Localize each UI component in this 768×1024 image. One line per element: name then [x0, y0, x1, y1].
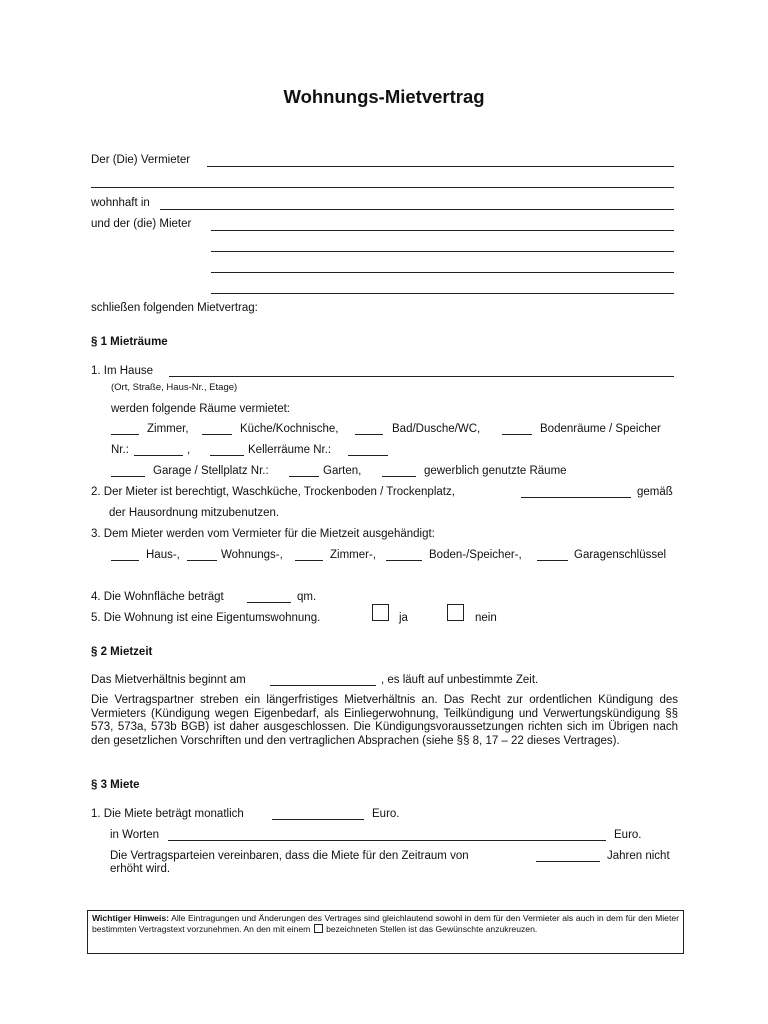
keller-count-field[interactable]: [210, 455, 244, 456]
boden-count-field[interactable]: [502, 434, 532, 435]
garten-label: Garten,: [323, 465, 362, 477]
agreement-text-a: Die Vertragsparteien vereinbaren, dass die Miete für den Zeitraum von: [110, 850, 469, 862]
words-currency: Euro.: [614, 829, 642, 841]
key-boden: Boden-/Speicher-,: [429, 549, 522, 561]
words-label: in Worten: [110, 829, 160, 841]
key-wohnung: Wohnungs-,: [221, 549, 283, 561]
landlord-label: Der (Die) Vermieter: [91, 154, 191, 166]
residence-field[interactable]: [160, 209, 674, 210]
room-kueche: Küche/Kochnische,: [240, 423, 339, 435]
keller-label: Kellerräume Nr.:: [248, 444, 332, 456]
boden-nr-label: Nr.:: [111, 444, 129, 456]
item4-text: 4. Die Wohnfläche beträgt: [91, 591, 224, 603]
note-text-a: Alle Eintragungen und Änderungen des Vertrages sind gleichlautend sowohl in dem für den Vermieter als auch in dem für den Mieter bestimmten Vertragstext vorzunehmen. An den mit einem: [92, 913, 679, 934]
tenant-field-line2[interactable]: [211, 251, 674, 252]
item2-continuation: der Hausordnung mitzubenutzen.: [109, 507, 280, 519]
item5-text: 5. Die Wohnung ist eine Eigentumswohnung.: [91, 612, 321, 624]
keller-nr-field[interactable]: [348, 455, 388, 456]
rooms-intro: werden folgende Räume vermietet:: [111, 403, 290, 415]
note-title: Wichtiger Hinweis:: [92, 913, 169, 923]
document-title: Wohnungs-Mietvertrag: [283, 86, 485, 107]
rent-label: 1. Die Miete beträgt monatlich: [91, 808, 244, 820]
section-2-heading: § 2 Mietzeit: [91, 646, 153, 658]
residence-label: wohnhaft in: [91, 197, 150, 209]
shared-rooms-field[interactable]: [521, 497, 631, 498]
key-boden-field[interactable]: [386, 560, 422, 561]
area-field[interactable]: [247, 602, 291, 603]
checkbox-icon: [314, 924, 323, 933]
boden-nr-field[interactable]: [134, 455, 183, 456]
yes-checkbox[interactable]: [372, 604, 389, 621]
house-field[interactable]: [169, 376, 674, 377]
zimmer-count-field[interactable]: [111, 434, 139, 435]
tenant-field[interactable]: [211, 230, 674, 231]
key-haus-field[interactable]: [111, 560, 139, 561]
termination-paragraph: Die Vertragspartner streben ein längerfristiges Mietverhältnis an. Das Recht zur ordentlichen Kündigung des Vermieters (Kündigung wegen Eigenbedarf, als Einliegerwohnung, Teilkündigung und Verwertungskündigung §§ 573, 573a, 573b BGB) ist daher ausgeschlossen. Die Kündigungsvoraussetzungen richten sich im Übrigen nach den gesetzlichen Vorschriften und den vertraglichen Absprachen (siehe §§ 8, 17 – 22 dieses Vertrages).: [91, 694, 678, 747]
no-label: nein: [475, 612, 497, 624]
key-garage: Garagenschlüssel: [574, 549, 667, 561]
house-hint: (Ort, Straße, Haus-Nr., Etage): [111, 382, 238, 393]
start-date-field[interactable]: [270, 685, 376, 686]
garage-count-field[interactable]: [111, 476, 145, 477]
item2-gemaess: gemäß: [637, 486, 673, 498]
item4-unit: qm.: [297, 591, 317, 603]
no-checkbox[interactable]: [447, 604, 464, 621]
bad-count-field[interactable]: [355, 434, 383, 435]
start-label: Das Mietverhältnis beginnt am: [91, 674, 246, 686]
kueche-count-field[interactable]: [202, 434, 232, 435]
room-bad: Bad/Dusche/WC,: [392, 423, 481, 435]
tenant-field-line4[interactable]: [211, 293, 674, 294]
garage-label: Garage / Stellplatz Nr.:: [153, 465, 269, 477]
item2-text: 2. Der Mieter ist berechtigt, Waschküche, Trockenboden / Trockenplatz,: [91, 486, 455, 498]
key-wohnung-field[interactable]: [187, 560, 217, 561]
room-boden: Bodenräume / Speicher: [540, 423, 661, 435]
agreement-text-c: erhöht wird.: [110, 863, 171, 875]
item1-label: 1. Im Hause: [91, 365, 153, 377]
gewerblich-count-field[interactable]: [382, 476, 416, 477]
rent-currency: Euro.: [372, 808, 400, 820]
section-1-heading: § 1 Mieträume: [91, 336, 168, 348]
note-text-b: bezeichneten Stellen ist das Gewünschte anzukreuzen.: [326, 924, 538, 934]
item3-text: 3. Dem Mieter werden vom Vermieter für die Mietzeit ausgehändigt:: [91, 528, 435, 540]
tenant-field-line3[interactable]: [211, 272, 674, 273]
rent-words-field[interactable]: [168, 840, 606, 841]
garage-nr-field[interactable]: [289, 476, 319, 477]
tenant-label: und der (die) Mieter: [91, 218, 192, 230]
important-note: [87, 910, 684, 954]
boden-nr-comma: ,: [187, 444, 191, 456]
closing-text: schließen folgenden Mietvertrag:: [91, 302, 258, 314]
section-3-heading: § 3 Miete: [91, 779, 140, 791]
gewerblich-label: gewerblich genutzte Räume: [424, 465, 567, 477]
yes-label: ja: [399, 612, 408, 624]
start-rest: , es läuft auf unbestimmte Zeit.: [381, 674, 539, 686]
agreement-text-b: Jahren nicht: [607, 850, 670, 862]
room-zimmer: Zimmer,: [147, 423, 189, 435]
landlord-field-line2[interactable]: [91, 187, 674, 188]
years-field[interactable]: [536, 861, 600, 862]
rent-amount-field[interactable]: [272, 819, 364, 820]
landlord-field[interactable]: [207, 166, 674, 167]
key-zimmer-field[interactable]: [295, 560, 323, 561]
key-zimmer: Zimmer-,: [330, 549, 376, 561]
key-garage-field[interactable]: [537, 560, 568, 561]
key-haus: Haus-,: [146, 549, 180, 561]
